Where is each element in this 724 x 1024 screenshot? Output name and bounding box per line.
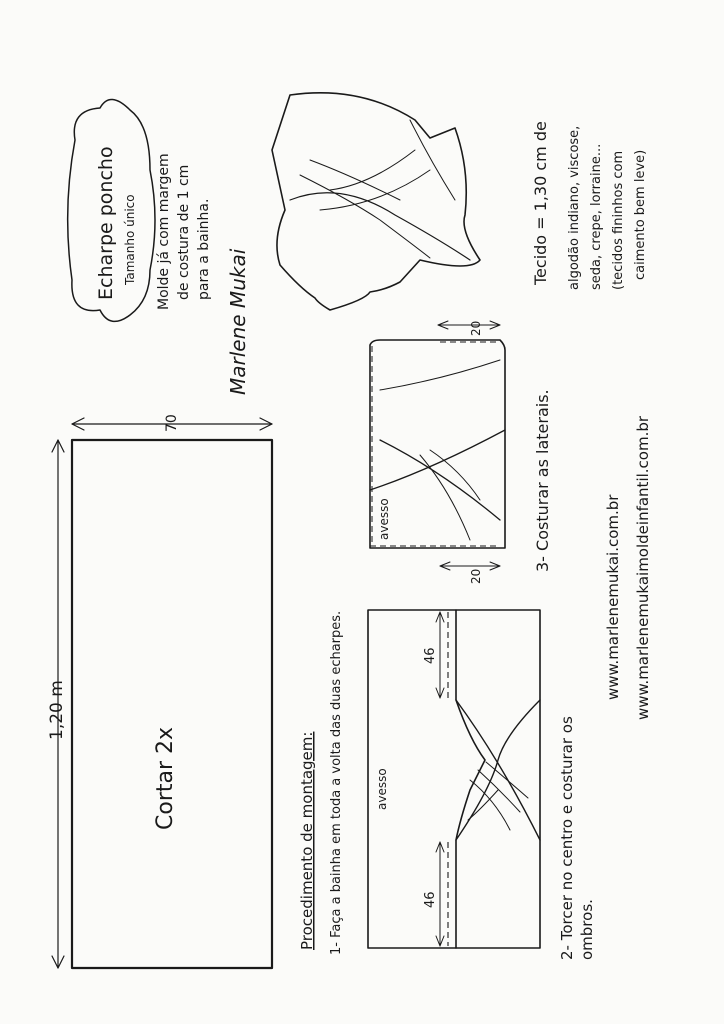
step3-dim-top: 20 bbox=[469, 320, 483, 336]
fabric-note-line2: algodão indiano, viscose, bbox=[567, 125, 582, 290]
procedure-step2-line1: 2- Torcer no centro e costurar os bbox=[558, 716, 576, 960]
fabric-note-line3: seda, crepe, lorraine... bbox=[589, 143, 604, 290]
step3-dim-bottom: 20 bbox=[469, 568, 483, 584]
fabric-note-line1: Tecido = 1,30 cm de bbox=[531, 121, 550, 285]
title-text: Echarpe poncho bbox=[95, 146, 117, 300]
step2-diagram bbox=[368, 610, 540, 948]
title-box bbox=[68, 99, 155, 321]
subtitle-text: Tamanho único bbox=[123, 194, 137, 285]
procedure-step1: 1- Faça a bainha em toda a volta das duas echarpes. bbox=[329, 610, 344, 955]
step2-avesso-label: avesso bbox=[375, 768, 389, 810]
fabric-note-line5: caimento bem leve) bbox=[633, 149, 648, 280]
procedure-heading: Procedimento de montagem: bbox=[298, 731, 316, 950]
finished-poncho-sketch bbox=[272, 93, 480, 310]
cut-label: Cortar 2x bbox=[153, 726, 178, 830]
step2-dim-bottom: 46 bbox=[423, 891, 438, 908]
mold-note-line2: de costura de 1 cm bbox=[176, 164, 192, 300]
step2-dim-top: 46 bbox=[423, 647, 438, 664]
website-2: www.marlenemukaimoldeinfantil.com.br bbox=[634, 415, 652, 720]
pattern-width-label: 1,20 m bbox=[47, 680, 67, 740]
step3-diagram bbox=[370, 321, 505, 584]
procedure-step2-line2: ombros. bbox=[578, 899, 596, 960]
fabric-note-line4: (tecidos fininhos com bbox=[611, 150, 626, 290]
mold-note-line3: para a bainha. bbox=[196, 198, 212, 300]
procedure-step3: 3- Costurar as laterais. bbox=[533, 389, 552, 572]
signature-text: Marlene Mukai bbox=[226, 248, 250, 395]
signature bbox=[226, 248, 250, 395]
step3-avesso-label: avesso bbox=[377, 498, 391, 540]
website-1: www.marlenemukai.com.br bbox=[604, 494, 622, 700]
pattern-height-label: 70 bbox=[164, 414, 180, 432]
pattern-piece bbox=[47, 414, 272, 968]
mold-note-line1: Molde já com margem bbox=[156, 153, 172, 310]
